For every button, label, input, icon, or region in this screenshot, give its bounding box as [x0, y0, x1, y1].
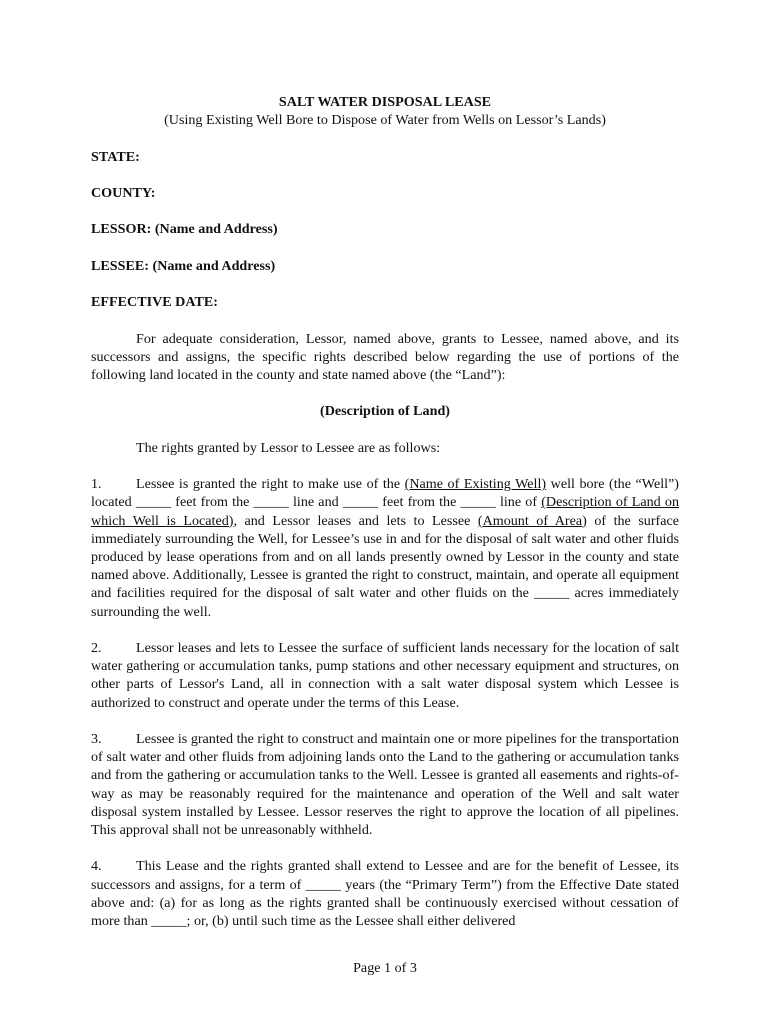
state-field: STATE: [91, 148, 140, 165]
lessor-field: LESSOR: (Name and Address) [91, 221, 278, 238]
section-number: 3. [91, 730, 102, 747]
section-4: 4. This Lease and the rights granted shall extend to Lessee and are for the benefit of Lessee, its successors and assigns, for a term of _____ years (the “Primary Term”) from the Effective Date stated above and: (a) for as long as the rights granted shall be continuously exercised without cessation of more than _____; or, (b) until such time as the Lessee shall either delivered [91, 858, 679, 929]
section-1: 1. Lessee is granted the right to make use of the (Name of Existing Well) well bore (the “Well”) located _____ feet from the _____ line and _____ feet from the _____ line of (Description of Land on which Well is Located), and Lessor leases and lets to Lessee (Amount of Area) of the surface immediately surrounding the Well, for Lessee’s use in and for the disposal of salt water and other fluids produced by lease operations from and on all lands presently owned by Lessor in the county and state named above. Additionally, Lessee is granted the right to construct, maintain, and operate all equipment and facilities required for the disposal of salt water and other fluids on the _____ acres immediately surrounding the well. [91, 476, 680, 620]
county-field: COUNTY: [91, 184, 156, 201]
intro-paragraph: For adequate consideration, Lessor, named above, grants to Lessee, named above, and its successors and assigns, the specific rights described below regarding the use of portions of the following land located in the county and state named above (the “Land”): [91, 330, 679, 383]
section-number: 2. [91, 639, 102, 656]
land-description-heading: (Description of Land) [320, 403, 450, 420]
section-2: 2. Lessor leases and lets to Lessee the surface of sufficient lands necessary for the location of salt water gathering or accumulation tanks, pump stations and other necessary equipment and structures, on other parts of Lessor's Land, all in connection with a salt water disposal system which Lessee is authorized to construct and operate under the terms of this Lease. [91, 639, 679, 711]
section-3: 3. Lessee is granted the right to construct and maintain one or more pipelines for the transportation of salt water and other fluids from adjoining lands onto the Land to the gathering or accumulation tanks and from the gathering or accumulation tanks to the Well. Lessee is granted all easements and rights-of-way as may be reasonably required for the maintenance and operation of the Well and salt water disposal system installed by Lessee. Lessor reserves the right to approve the location of all pipelines. This approval shall not be unreasonably withheld. [91, 730, 679, 838]
lessee-field: LESSEE: (Name and Address) [91, 257, 276, 274]
rights-intro: The rights granted by Lessor to Lessee are as follows: [136, 439, 441, 456]
document-subtitle: (Using Existing Well Bore to Dispose of Water from Wells on Lessor’s Lands) [164, 112, 606, 129]
document-body [91, 93, 679, 930]
page-number: Page 1 of 3 [353, 960, 417, 976]
section-number: 4. [91, 858, 102, 875]
document-title: SALT WATER DISPOSAL LEASE [278, 94, 492, 110]
area-amount-blank: (Amount of Area) [477, 512, 587, 529]
effective-date-field: EFFECTIVE DATE: [91, 294, 218, 311]
well-name-blank: (Name of Existing Well) [404, 476, 547, 493]
land-description-blank: (Description of Land on which Well is Located) [91, 494, 679, 529]
section-number: 1. [91, 476, 102, 493]
